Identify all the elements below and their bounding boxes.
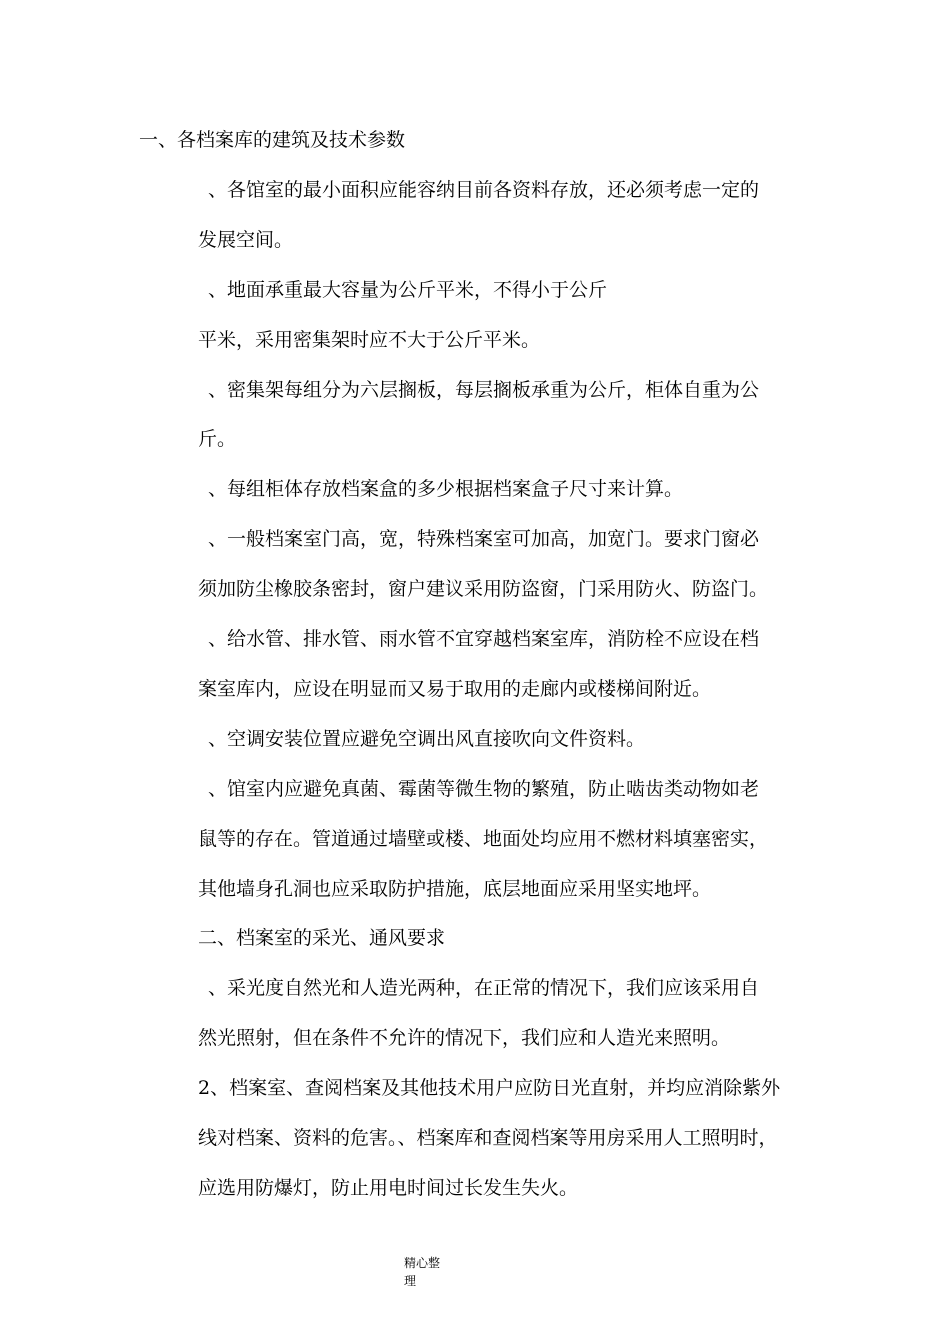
paragraph-line: 斤。 <box>198 428 237 451</box>
paragraph-line: 应选用防爆灯，防止用电时间过长发生失火。 <box>198 1176 579 1199</box>
paragraph-line: 2、档案室、查阅档案及其他技术用户应防日光直射，并均应消除紫外 <box>198 1077 781 1100</box>
paragraph-line: 案室库内，应设在明显而又易于取用的走廊内或楼梯间附近。 <box>198 677 712 700</box>
paragraph-line: 、采光度自然光和人造光两种，在正常的情况下，我们应该采用自 <box>208 977 760 1000</box>
paragraph-line: 、密集架每组分为六层搁板，每层搁板承重为公斤，柜体自重为公 <box>208 378 760 401</box>
paragraph-line: 、每组柜体存放档案盒的多少根据档案盒子尺寸来计算。 <box>208 478 684 501</box>
section-heading: 一、各档案库的建筑及技术参数 <box>139 129 406 151</box>
paragraph-line: 发展空间。 <box>198 228 294 251</box>
paragraph-line: 鼠等的存在。管道通过墙壁或楼、地面处均应用不燃材料填塞密实， <box>198 827 769 850</box>
paragraph-line: 、各馆室的最小面积应能容纳目前各资料存放，还必须考虑一定的 <box>208 178 760 201</box>
paragraph-line: 、空调安装位置应避免空调出风直接吹向文件资料。 <box>208 727 646 750</box>
paragraph-line: 、给水管、排水管、雨水管不宜穿越档案室库，消防栓不应设在档 <box>208 628 760 650</box>
paragraph-line: 平米，采用密集架时应不大于公斤平米。 <box>198 328 541 351</box>
paragraph-line: 其他墙身孔洞也应采取防护措施，底层地面应采用坚实地坪。 <box>198 877 712 900</box>
paragraph-line: 二、档案室的采光、通风要求 <box>198 927 446 950</box>
paragraph-line: 然光照射，但在条件不允许的情况下，我们应和人造光来照明。 <box>198 1027 731 1050</box>
footer-text-line1: 精心整 <box>404 1256 441 1270</box>
footer-text-line2: 理 <box>404 1274 417 1288</box>
paragraph-line: 、馆室内应避免真菌、霉菌等微生物的繁殖，防止啮齿类动物如老 <box>208 777 760 800</box>
paragraph-line: 、地面承重最大容量为公斤平米，不得小于公斤 <box>208 278 608 301</box>
paragraph-line: 、一般档案室门高，宽，特殊档案室可加高，加宽门。要求门窗必 <box>208 528 760 551</box>
paragraph-line: 须加防尘橡胶条密封，窗户建议采用防盗窗，门采用防火、防盗门。 <box>198 578 769 601</box>
paragraph-line: 线对档案、资料的危害。、档案库和查阅档案等用房采用人工照明时， <box>198 1127 778 1149</box>
